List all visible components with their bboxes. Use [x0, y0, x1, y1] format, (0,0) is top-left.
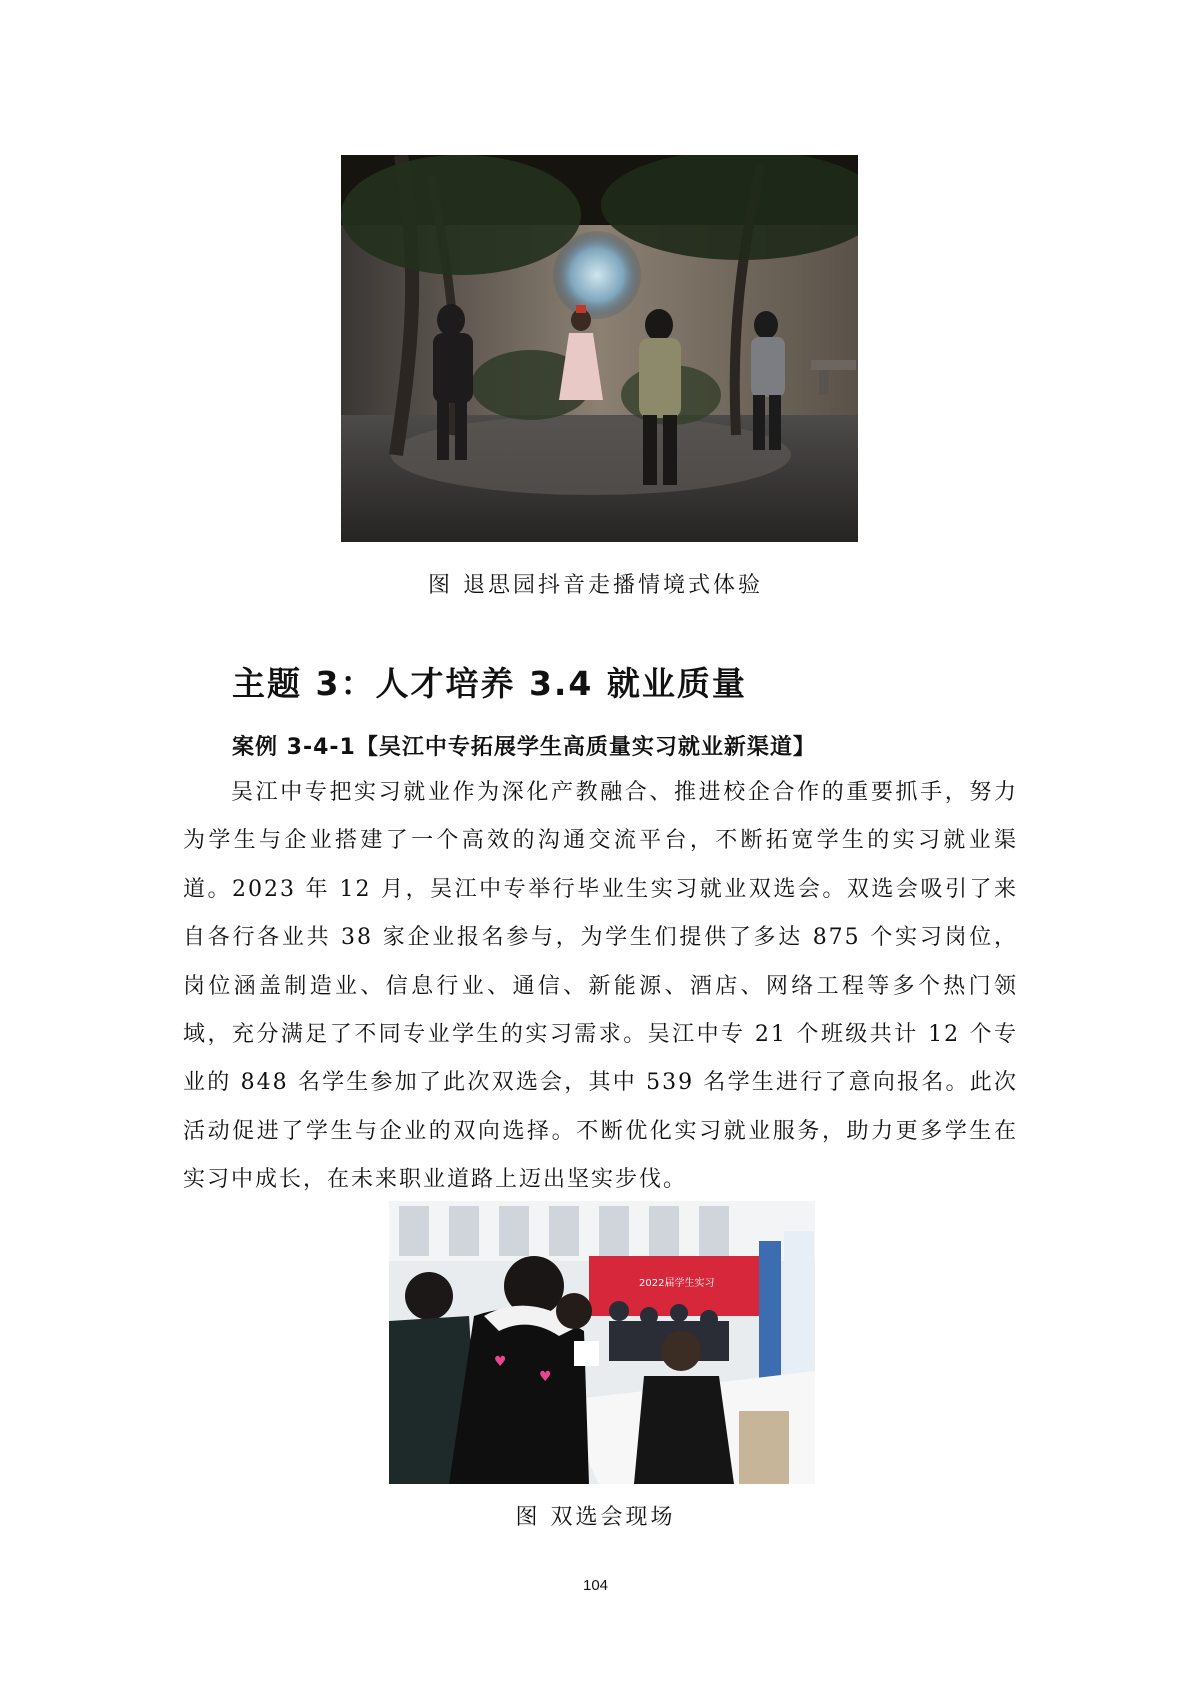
job-fair-banner-text: 2022届学生实习 — [639, 1278, 715, 1289]
case-title: 案例 3-4-1【吴江中专拓展学生高质量实习就业新渠道】 — [232, 735, 816, 760]
case-body-paragraph: 吴江中专把实习就业作为深化产教融合、推进校企合作的重要抓手，努力为学生与企业搭建了一个高效的沟通交流平台，不断拓宽学生的实习就业渠道。2023 年 12 月，吴江中专举行毕业生实习就业双选会。双选会吸引了来自各行各业共 38 家企业报名参与，为学生们提供了多达 875 个实习岗位，岗位涵盖制造业、信息行业、通信、新能源、酒店、网络工程等多个热门领域，充分满足了不同专业学生的实习需求。吴江中专 21 个班级共计 12 个专业的 848 名学生参加了此次双选会，其中 539 名学生进行了意向报名。此次活动促进了学生与企业的双向选择。不断优化实习就业服务，助力更多学生在实习中成长，在未来职业道路上迈出坚实步伐。 — [183, 780, 1018, 1193]
section-heading: 主题 3：人才培养 3.4 就业质量 — [232, 664, 747, 703]
svg-text:♥: ♥ — [494, 1354, 507, 1370]
job-fair-photo — [389, 1201, 815, 1484]
page-number: 104 — [582, 1577, 609, 1594]
figure-caption-1: 图 退思园抖音走播情境式体验 — [428, 573, 763, 598]
figure-caption-2: 图 双选会现场 — [515, 1505, 676, 1530]
night-garden-photo — [341, 155, 858, 542]
svg-text:♥: ♥ — [539, 1369, 552, 1385]
